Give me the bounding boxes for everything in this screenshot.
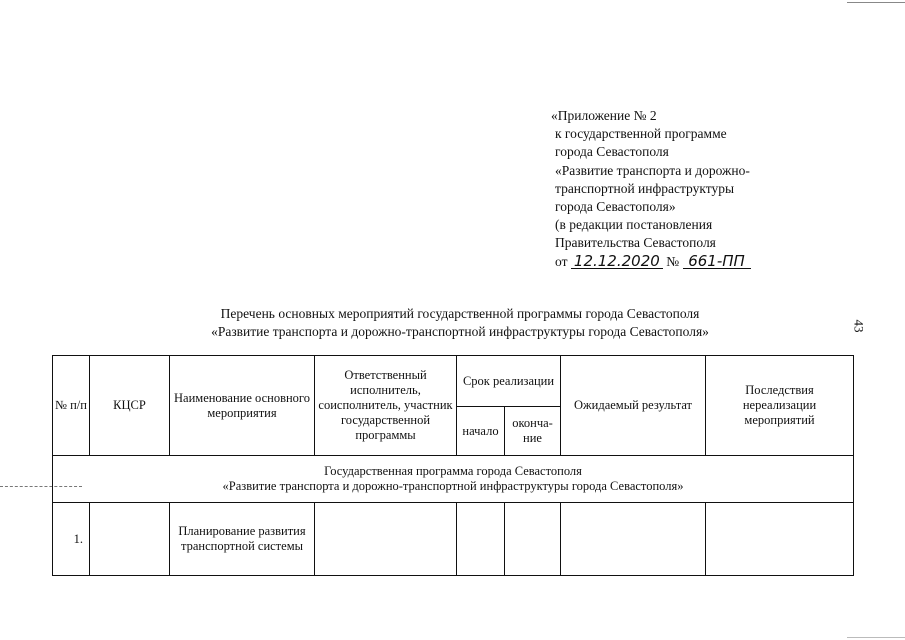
header-executor: Ответственный исполнитель, соисполнитель, участник государственной программы xyxy=(315,356,457,456)
appendix-line: города Севастополя xyxy=(555,144,669,160)
appendix-line: Правительства Севастополя xyxy=(555,235,716,251)
number-label: № xyxy=(666,253,680,269)
cell-kcsr xyxy=(90,503,170,576)
appendix-line: «Развитие транспорта и дорожно- xyxy=(555,162,750,178)
header-result: Ожидаемый результат xyxy=(561,356,706,456)
cell-consequences xyxy=(706,503,854,576)
cell-result xyxy=(561,503,706,576)
cell-num: 1. xyxy=(53,503,90,576)
program-row xyxy=(53,456,854,503)
appendix-line: города Севастополя» xyxy=(555,199,676,215)
handwritten-date: 12.12.2020 xyxy=(571,254,663,269)
header-start: начало xyxy=(457,407,505,456)
scan-edge-mark xyxy=(847,2,905,3)
scan-edge-mark xyxy=(847,637,905,638)
header-term: Срок реализации xyxy=(457,356,561,407)
title-line: «Развитие транспорта и дорожно-транспортной инфраструктуры города Севастополя» xyxy=(211,324,709,339)
table-row xyxy=(53,503,854,576)
header-kcsr: КЦСР xyxy=(90,356,170,456)
appendix-line: к государственной программе xyxy=(555,126,727,142)
cell-name: Планирование развития транспортной системы xyxy=(170,503,315,576)
header-num: № п/п xyxy=(53,356,90,456)
appendix-line: «Приложение № 2 xyxy=(551,108,657,123)
cell-executor xyxy=(315,503,457,576)
cell-end xyxy=(505,503,561,576)
appendix-line: (в редакции постановления xyxy=(555,217,713,233)
title-line: Перечень основных мероприятий государственной программы города Севастополя xyxy=(220,306,700,321)
page-number: 43 xyxy=(851,319,867,333)
from-label: от xyxy=(555,253,568,269)
program-line: Государственная программа города Севастополя xyxy=(324,464,582,478)
document-title xyxy=(100,305,820,341)
cell-start xyxy=(457,503,505,576)
handwritten-number: 661-ПП xyxy=(683,254,751,269)
appendix-line: транспортной инфраструктуры xyxy=(555,180,735,196)
header-name: Наименование основного мероприятия xyxy=(170,356,315,456)
program-line: «Развитие транспорта и дорожно-транспортной инфраструктуры города Севастополя» xyxy=(222,479,684,493)
appendix-block xyxy=(551,107,791,271)
header-consequences: Последствия нереализации мероприятий xyxy=(706,356,854,456)
header-end: оконча-ние xyxy=(505,407,561,456)
measures-table xyxy=(52,355,854,576)
signature-line xyxy=(551,253,791,271)
